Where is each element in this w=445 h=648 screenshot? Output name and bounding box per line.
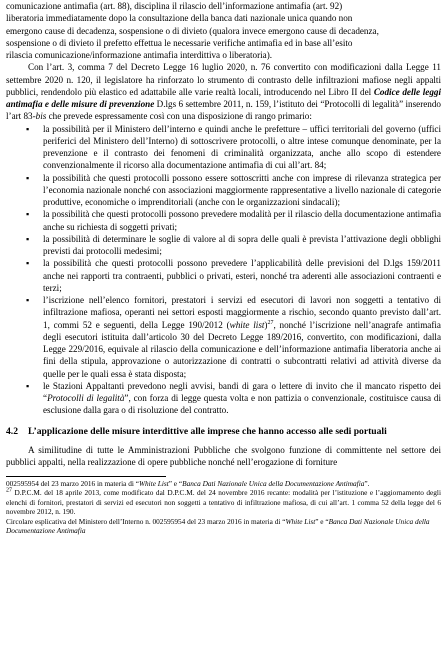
text-run: D.P.C.M. del 18 aprile 2013, come modificato dal D.P.C.M. del 24 novembre 2016 recante: modalità per l’istituzione e l’aggiornamento degli elenchi di fornitori, prestatori di servizi ed esecutori non soggetti a tentativo di infiltrazione mafiosa, di cui all’art. 1 comma 52 della legge del 6 novembre 2012, n. 190. [6,488,441,517]
text-run: ) [264,319,268,330]
text-run: Circolare esplicativa del Ministero dell’Interno n. 002595954 del 23 marzo 2016 in materia di “ [6,516,286,526]
text-run: Banca Dati Nazionale Unica della Documentazione Antimafia [6,516,430,536]
document-page [6,0,441,535]
text-run: 002595954 del 23 marzo 2016 in materia di “ [6,479,139,488]
text-run: Con l’art. 3, comma 7 del Decreto Legge 16 luglio 2020, n. 76 convertito con modificazioni dalla Legge 11 settembre 2020 n. 120, il legislatore ha rinforzato lo strumento di contrasto delle infiltrazioni mafiose negli appalti pubblici, rendendolo più elastico ed adattabile alle varie realtà locali, introducendo nel Libro II del [6,62,441,97]
text-run: che prevede espressamente così con una disposizione di rango primario: [46,111,312,122]
footnote-ref: 27 [267,319,274,326]
list-item: ▪ la possibilità per il Ministero dell’interno e quindi anche le prefetture – uffici territoriali del governo (uffici periferici del Ministero dell’Interno) di sottoscrivere protocolli, o altre intese comunque denominate, per la prevenzione e il contrasto dei fenomeni di criminalità organizzata, anche allo scopo di estendere convenzionalmente il ricorso alla documentazione antimafia di cui all’art. 84; [43,123,441,172]
text-run: White List [138,479,169,488]
text-run: bis [35,111,47,122]
footnote [6,517,441,536]
paragraph-body: A similitudine di tutte le Amministrazioni Pubbliche che svolgono funzione di committente nel settore dei pubblici appalti, nella realizzazione di opere pubbliche nonché nell’erogazione di forniture [6,444,441,467]
text-run: D.lgs 6 settembre 2011, n. 159, l’istituto dei “Protocolli di legalità” inserendo l’art 83- [6,99,441,122]
section-title: L’applicazione delle misure interdittive alle imprese che hanno accesso alle sedi portuali [28,425,387,437]
list-item: ▪ la possibilità di determinare le soglie di valore al di sopra delle quali è prevista l’attivazione degli obblighi previsti dai protocolli medesimi; [43,233,441,258]
paragraph-art3 [6,61,441,122]
section-heading [6,426,441,438]
text-run: white list [229,319,265,330]
list-item: ▪ la possibilità che questi protocolli possono essere sottoscritti anche con imprese di rilevanza strategica per l’economia nazionale nonché con associazioni maggiormente rappresentative a livello nazionale di categorie produttive, economiche o imprenditoriali (anche con le organizzazioni sindacali); [43,172,441,209]
text-run: ” e “ [168,479,183,488]
text-run: le Stazioni Appaltanti prevedono negli avvisi, bandi di gara o lettere di invito che il mancato rispetto dei “ [43,380,441,403]
list-item: ▪ la possibilità che questi protocolli possono prevedere modalità per il rilascio della documentazione antimafia anche su richiesta di soggetti privati; [43,208,441,233]
text-line: sospensione o di divieto il prefetto effettua le necessarie verifiche antimafia ed in base all’esito [6,37,353,48]
text-line: comunicazione antimafia (art. 88), disciplina il rilascio dell’informazione antimafia (art. 92) [6,1,343,11]
text-run: Protocolli di legalità [47,393,125,403]
section-number: 4.2 [6,425,18,437]
text-run: ” e “ [315,516,329,526]
footnote [6,488,441,516]
list-item [43,380,441,417]
footnote [6,479,441,488]
list-item: ▪ la possibilità che questi protocolli possono prevedere l’applicabilità delle previsioni del D.lgs 159/2011 anche nei rapporti tra contraenti, pubblici o privati, esteri, nonché tra aderenti alle associazioni contraenti e terzi; [43,257,441,294]
text-run: White List [285,516,316,526]
text-run: ”, con forza di legge questa volta e non pattizia o convenzionale, costituisce causa di esclusione dalla gara o di risoluzione del contratto. [43,393,441,416]
text-line: emergono cause di decadenza, sospensione o di divieto (qualora invece emergono cause di decadenza, [6,25,379,36]
text-line: rilascia comunicazione/informazione antimafia interdittiva o liberatoria). [6,50,273,60]
footnotes [6,479,441,535]
text-line: liberatoria immediatamente dopo la consultazione della banca dati nazionale unica quando non [6,13,353,24]
text-run: Banca Dati Nazionale Unica della Documentazione Antimafia [182,479,365,488]
text-run: l’iscrizione nell’elenco fornitori, prestatori i servizi ed esecutori di lavori non soggetti a tentativo di infiltrazione mafiosa, operanti nei settori esposti maggiormente a rischio, secondo quanto previsto dall’art. 1, commi 52 e seguenti, della Legge 190/2012 ( [43,295,441,330]
footnote-separator [6,476,166,477]
provisions-list [6,123,441,417]
code-title: Codice delle leggi antimafia e delle misure di prevenzione [6,86,442,109]
list-item [43,294,441,380]
text-run: , nonché l’iscrizione nell’anagrafe antimafia degli esecutori istituita dall’articolo 30 del Decreto Legge 189/2016, convertito, con modificazioni, dalla Legge 229/2016, equivale al rilascio della comunicazione e dell’informazione antimafia liberatoria anche ai fini della stipula, approvazione o autorizzazione di contratti o subcontratti relativi ad attività diverse da quelle per le quali essa è stata disposta; [43,319,441,379]
text-run: ”. [364,479,370,488]
paragraph-continuation [6,0,441,61]
footnote-number: 27 [6,487,12,494]
